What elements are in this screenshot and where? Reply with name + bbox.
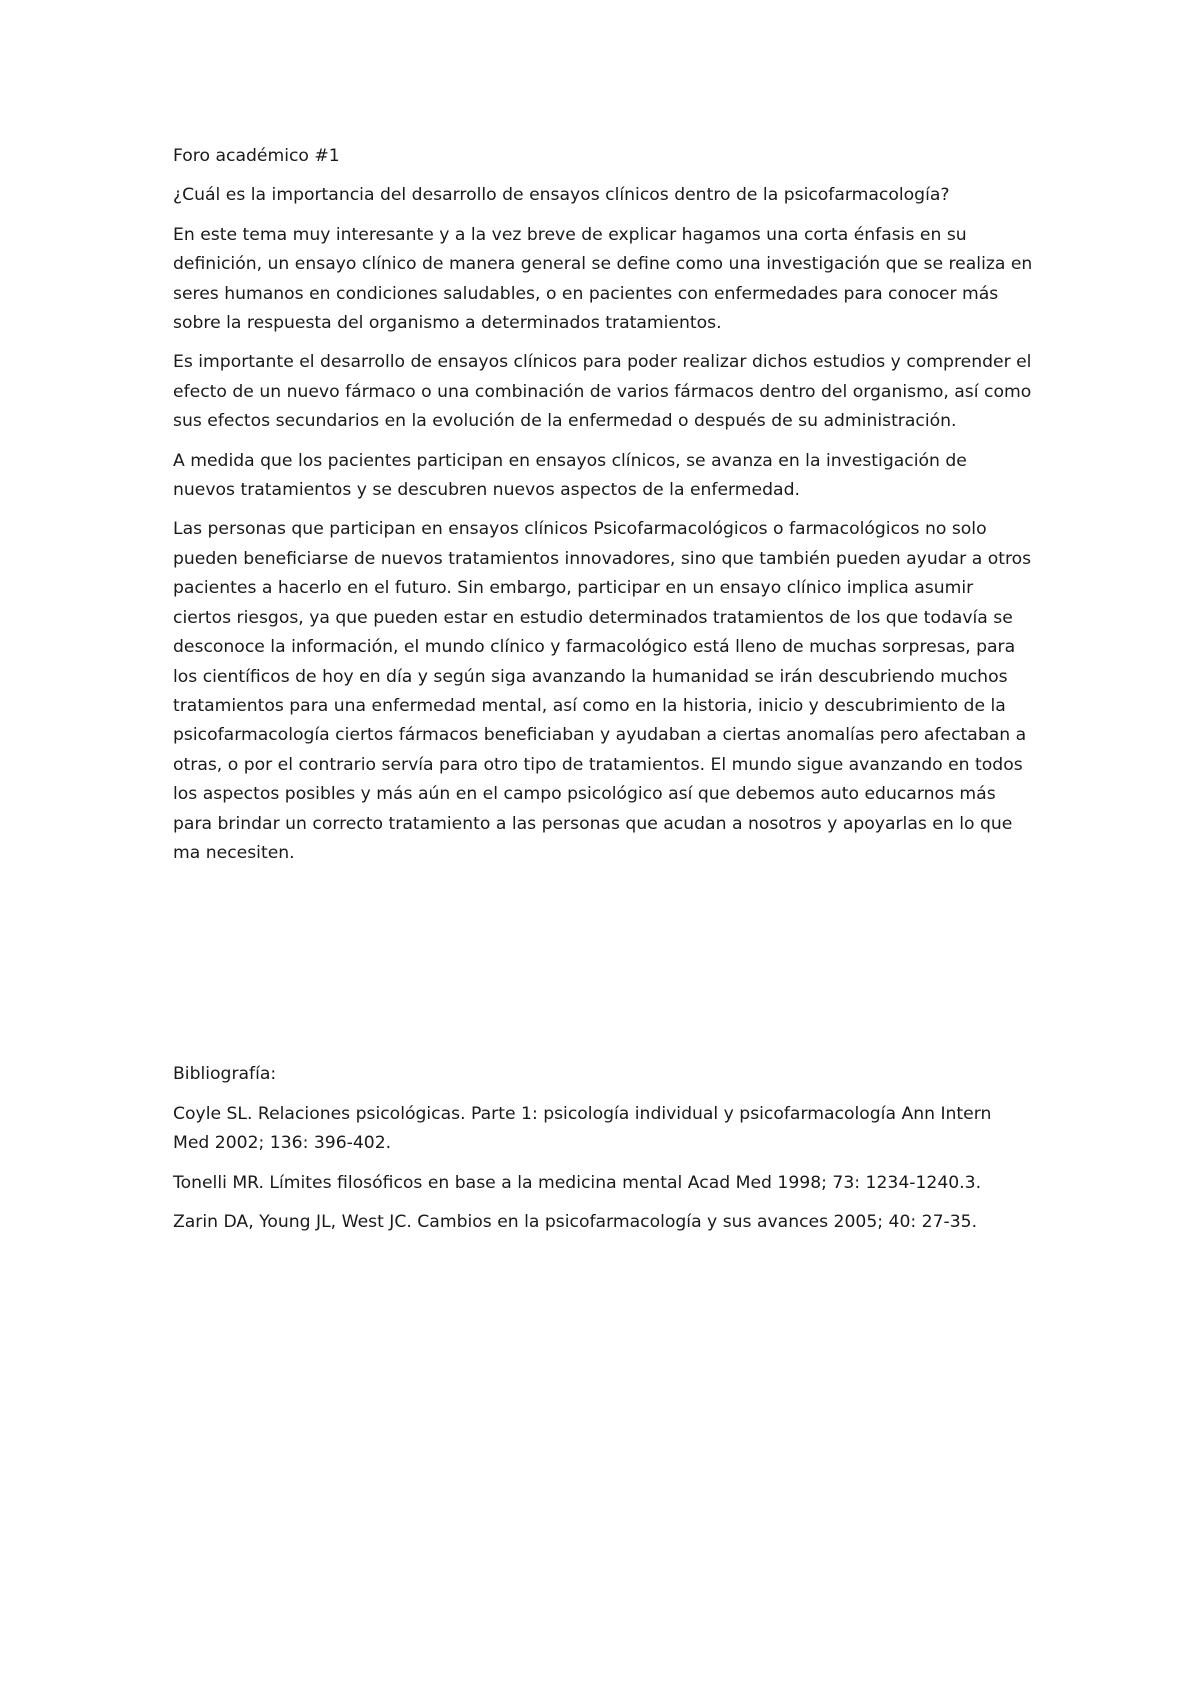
- paragraph-participants: Las personas que participan en ensayos clínicos Psicofarmacológicos o farmacológicos no solo pueden beneficiarse de nuevos tratamientos innovadores, sino que también pueden ayudar a otros pacientes a hacerlo en el futuro. Sin embargo, participar en un ensayo clínico implica asumir ciertos riesgos, ya que pueden estar en estudio determinados tratamientos de los que todavía se desconoce la información, el mundo clínico y farmacológico está lleno de muchas sorpresas, para los científicos de hoy en día y según siga avanzando la humanidad se irán descubriendo muchos tratamientos para una enfermedad mental, así como en la historia, inicio y descubrimiento de la psicofarmacología ciertos fármacos beneficiaban y ayudaban a ciertas anomalías pero afectaban a otras, o por el contrario servía para otro tipo de tratamientos. El mundo sigue avanzando en todos los aspectos posibles y más aún en el campo psicológico así que debemos auto educarnos más para brindar un correcto tratamiento a las personas que acudan a nosotros y apoyarlas en lo que ma necesiten.: [173, 519, 1032, 863]
- bibliography-entry-tonelli: Tonelli MR. Límites filosóficos en base a la medicina mental Acad Med 1998; 73: 1234-1240.3.: [173, 1172, 982, 1193]
- document-question: ¿Cuál es la importancia del desarrollo de ensayos clínicos dentro de la psicofarmacología?: [173, 185, 950, 206]
- paragraph-progress: A medida que los pacientes participan en ensayos clínicos, se avanza en la investigación de nuevos tratamientos y se descubren nuevos aspectos de la enfermedad.: [173, 450, 967, 501]
- bibliography-entry-zarin: Zarin DA, Young JL, West JC. Cambios en la psicofarmacología y sus avances 2005; 40: 27-35.: [173, 1211, 978, 1232]
- paragraph-definition: En este tema muy interesante y a la vez breve de explicar hagamos una corta énfasis en su definición, un ensayo clínico de manera general se define como una investigación que se realiza en seres humanos en condiciones saludables, o en pacientes con enfermedades para conocer más sobre la respuesta del organismo a determinados tratamientos.: [173, 224, 1033, 334]
- bibliography-entry-coyle: Coyle SL. Relaciones psicológicas. Parte 1: psicología individual y psicofarmacología Ann Intern Med 2002; 136: 396-402.: [173, 1103, 992, 1154]
- bibliography-heading: Bibliografía:: [173, 1064, 277, 1085]
- blank-space: [173, 878, 1033, 1060]
- paragraph-importance: Es importante el desarrollo de ensayos clínicos para poder realizar dichos estudios y comprender el efecto de un nuevo fármaco o una combinación de varios fármacos dentro del organismo, así como sus efectos secundarios en la evolución de la enfermedad o después de su administración.: [173, 352, 1032, 432]
- document-body: [173, 142, 1033, 1247]
- document-title: Foro académico #1: [173, 146, 340, 166]
